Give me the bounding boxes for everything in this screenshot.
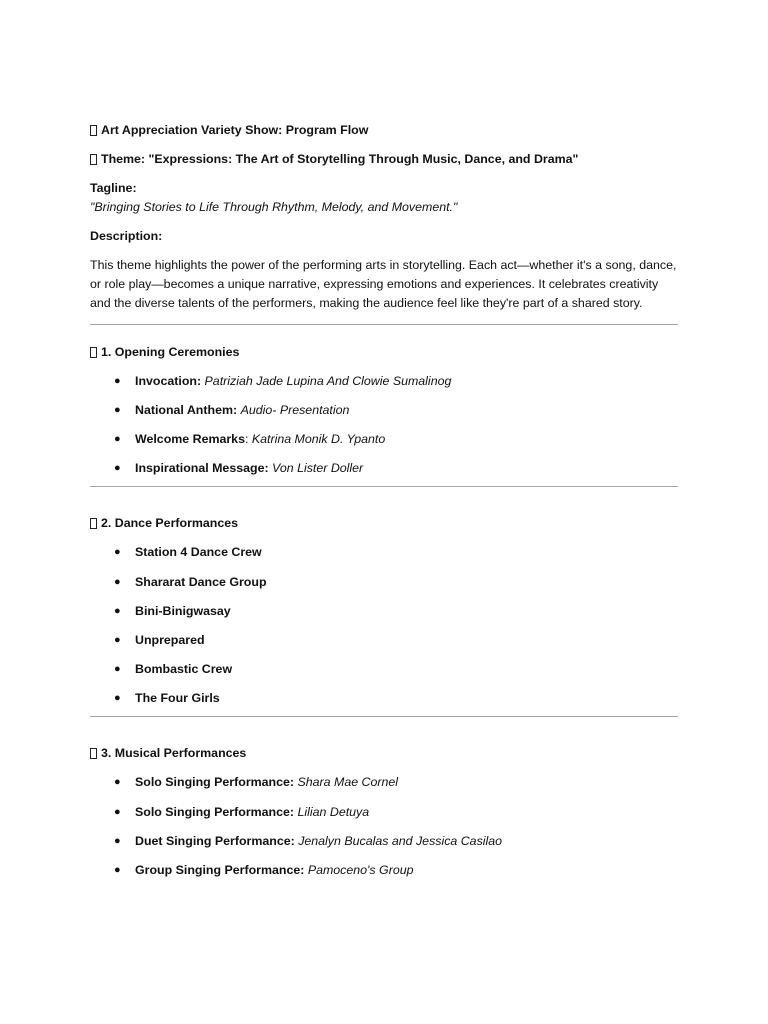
item-value: Lilian Detuya [297,804,370,819]
theme-line [90,150,680,169]
list-item [90,803,680,832]
dance-list [90,543,680,718]
tagline-text: "Bringing Stories to Life Through Rhythm, Melody, and Movement." [90,200,458,214]
item-label: Duet Singing Performance: [135,833,295,848]
bullet-icon: ● [114,776,121,789]
list-item [90,430,680,459]
item-label: Invocation: [135,373,202,388]
item-value: Patriziah Jade Lupina And Clowie Sumalinog [204,373,452,388]
bullet-icon: ● [114,834,121,847]
item-label: Shararat Dance Group [135,574,267,589]
section-heading-text: 1. Opening Ceremonies [101,344,240,359]
item-value: Jenalyn Bucalas and Jessica Casilao [298,833,503,848]
bullet-icon: ● [114,432,121,445]
list-item [90,372,680,401]
missing-glyph-icon [90,748,97,759]
description-text: This theme highlights the power of the performing arts in storytelling. Each act—whether it's a song, dance, or role play—becomes a unique narrative, expressing emotions and experiences. It celebrates creativity and the diverse talents of the performers, making the audience feel like they're part of a shared story. [90,258,677,311]
item-label: Unprepared [135,632,205,647]
item-value: Von Lister Doller [272,461,364,476]
bullet-icon: ● [114,403,121,416]
bullet-icon: ● [114,864,121,877]
item-value: Shara Mae Cornel [297,775,399,790]
list-item [90,543,680,572]
theme-text: Theme: "Expressions: The Art of Storytelling Through Music, Dance, and Drama" [101,152,579,166]
item-label: Welcome Remarks [135,431,245,446]
section-heading-text: 2. Dance Performances [101,516,239,531]
document-page [90,121,680,890]
bullet-icon: ● [114,692,121,705]
item-value: Katrina Monik D. Ypanto [251,431,386,446]
item-label: National Anthem: [135,402,238,417]
item-value: Audio- Presentation [240,402,350,417]
item-label: Solo Singing Performance: [135,775,295,790]
list-item [90,689,680,718]
list-item [90,631,680,660]
item-label: Bini-Binigwasay [135,603,231,618]
section-heading-opening [90,343,680,362]
bullet-icon: ● [114,546,121,559]
document-title [90,121,680,140]
item-label: Station 4 Dance Crew [135,545,262,560]
item-label: Inspirational Message: [135,461,269,476]
document-title-text: Art Appreciation Variety Show: Program Flow [101,123,369,137]
item-label: The Four Girls [135,691,220,706]
item-separator: : [244,431,252,446]
missing-glyph-icon [90,125,97,136]
bullet-icon: ● [114,604,121,617]
bullet-icon: ● [114,462,121,475]
missing-glyph-icon [90,518,97,529]
section-heading-dance [90,514,680,533]
list-item [90,573,680,602]
tagline-label: Tagline: [90,181,137,195]
bullet-icon: ● [114,663,121,676]
bullet-icon: ● [114,575,121,588]
list-item [90,861,680,890]
list-item [90,401,680,430]
missing-glyph-icon [90,154,97,165]
bullet-icon: ● [114,805,121,818]
musical-list [90,773,680,890]
description-label: Description: [90,229,163,243]
item-label: Group Singing Performance: [135,863,305,878]
bullet-icon: ● [114,374,121,387]
list-item [90,773,680,802]
opening-list [90,372,680,489]
missing-glyph-icon [90,347,97,358]
item-value: Pamoceno's Group [307,863,414,878]
item-label: Solo Singing Performance: [135,804,295,819]
list-item [90,459,680,488]
item-label: Bombastic Crew [135,662,233,677]
section-divider [90,324,678,325]
bullet-icon: ● [114,633,121,646]
list-item [90,660,680,689]
list-item [90,832,680,861]
list-item [90,602,680,631]
section-heading-text: 3. Musical Performances [101,746,247,761]
section-heading-musical [90,744,680,763]
